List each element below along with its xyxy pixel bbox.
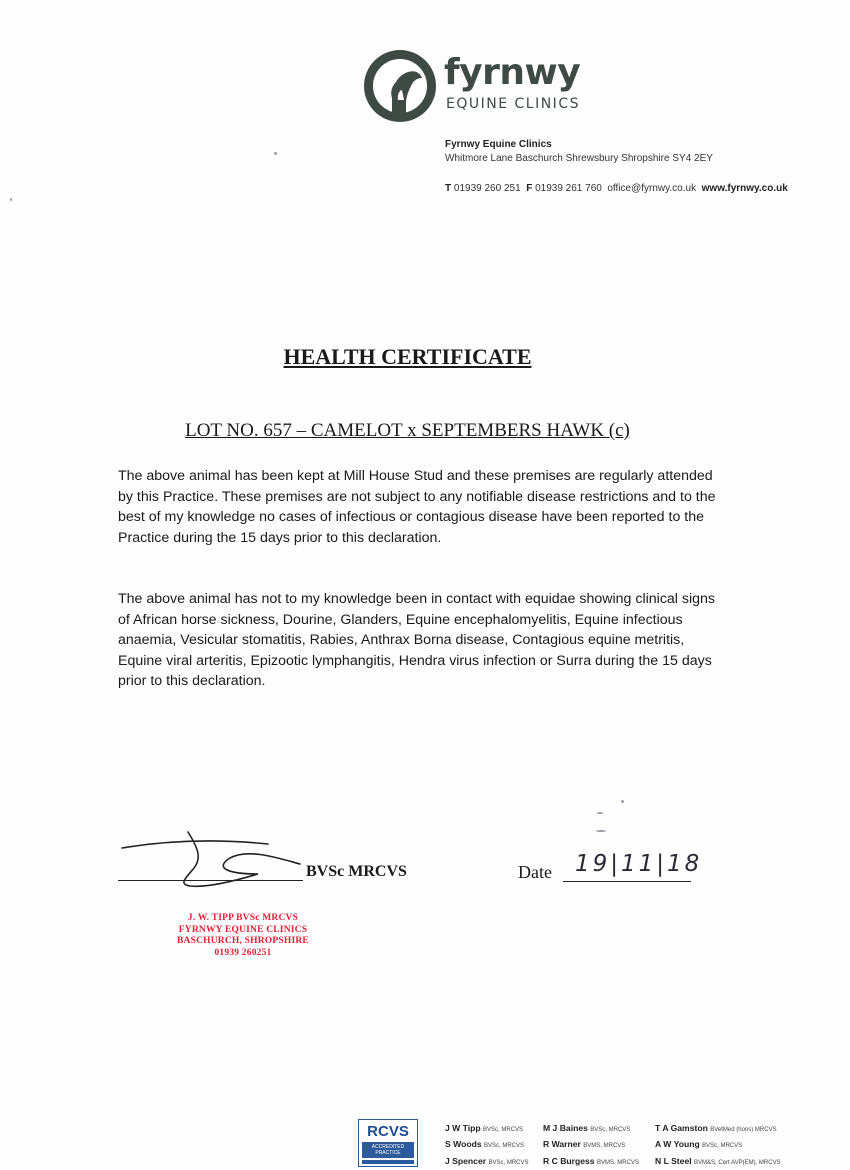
organization-address: Whitmore Lane Baschurch Shrewsbury Shropshire SY4 2EY: [445, 153, 713, 164]
stamp-line-1: J. W. TIPP BVSc MRCVS: [187, 913, 299, 923]
vet-quals: BVMS, MRCVS: [596, 1159, 639, 1166]
vet-name: R Warner: [543, 1139, 581, 1150]
vet-entry: [445, 1154, 529, 1170]
tel-number: 01939 260 251: [453, 183, 521, 194]
vet-quals: BVSc, MRCVS: [702, 1143, 743, 1150]
vet-list-column-1: [445, 1121, 529, 1170]
declaration-paragraph-1: The above animal has been kept at Mill House Stud and these premises are regularly attended by this Practice. These premises are not subject to any notifiable disease restrictions and to the best of my knowledge no cases of infectious or contagious disease have been reported to the Practice during the 15 days prior to this declaration.: [118, 468, 716, 546]
stamp-line-4: 01939 260251: [214, 947, 272, 958]
fax-number: 01939 261 760: [535, 183, 602, 194]
vet-name: J W Tipp: [445, 1123, 481, 1133]
vet-quals: BVSc, MRCVS: [590, 1127, 631, 1133]
horse-head-logo-icon: [362, 48, 438, 124]
vet-entry: [655, 1137, 781, 1153]
date-line: [563, 881, 691, 882]
vet-quals: BVSc, MRCVS: [484, 1143, 525, 1150]
vet-quals: BVSc, MRCVS: [483, 1127, 524, 1133]
vet-name: M J Baines: [543, 1123, 588, 1133]
vet-list-column-3: [655, 1121, 781, 1170]
vet-entry: [655, 1121, 781, 1137]
brand-subtitle: EQUINE CLINICS: [446, 96, 580, 112]
vet-entry: [655, 1154, 781, 1170]
organization-name: Fyrnwy Equine Clinics: [445, 139, 552, 150]
vet-name: A W Young: [655, 1139, 700, 1150]
vet-quals: BVSc, MRCVS: [488, 1159, 529, 1166]
handwritten-signature: [118, 828, 318, 890]
vet-entry: [543, 1154, 639, 1170]
rcvs-accredited-badge: [358, 1119, 418, 1167]
website: www.fyrnwy.co.uk: [701, 183, 788, 194]
vet-quals: BVetMed (hons) MRCVS: [710, 1127, 777, 1133]
practice-stamp: [158, 913, 328, 959]
handwritten-date: 19|11|18: [575, 851, 703, 877]
vet-list-column-2: [543, 1121, 639, 1170]
vet-name: R C Burgess: [543, 1155, 595, 1166]
rcvs-badge-subtitle: ACCREDITED PRACTICE: [362, 1142, 414, 1158]
vet-quals: BVM&S, Cert AVP(EM), MRCVS: [694, 1159, 781, 1166]
declaration-paragraph-2: The above animal has not to my knowledge been in contact with equidae showing clinical signs of African horse sickness, Dourine, Glanders, Equine encephalomyelitis, Equine infectious anaemia, Vesicular stomatitis, Rabies, Anthrax Borna disease, Contagious equine metritis, Equine viral arteritis, Epizootic lymphangitis, Hendra virus infection or Surra during the 15 days prior to this declaration.: [118, 591, 716, 690]
stamp-line-3: BASCHURCH, SHROPSHIRE: [177, 936, 309, 947]
scan-speck: [274, 152, 277, 155]
vet-name: T A Gamston: [655, 1123, 708, 1133]
vet-entry: [543, 1137, 639, 1153]
lot-heading: LOT NO. 657 – CAMELOT x SEPTEMBERS HAWK (c): [185, 420, 630, 441]
contact-line: [445, 183, 788, 194]
scan-speck: [621, 800, 624, 803]
scan-speck: [10, 198, 12, 201]
rcvs-badge-strip: [362, 1160, 414, 1164]
vet-entry: [445, 1121, 529, 1137]
vet-name: S Woods: [445, 1139, 482, 1150]
vet-entry: [543, 1121, 639, 1137]
fax-label: F: [526, 183, 533, 194]
stamp-line-2: FYRNWY EQUINE CLINICS: [178, 924, 308, 935]
email-address: office@fyrnwy.co.uk: [607, 183, 697, 194]
vet-quals: BVMS, MRCVS: [583, 1143, 626, 1150]
brand-name: fyrnwy: [444, 52, 581, 93]
scan-speck: [597, 812, 603, 814]
vet-name: N L Steel: [655, 1155, 692, 1166]
tel-label: T: [445, 183, 452, 194]
date-label: Date: [518, 862, 552, 882]
certificate-title: HEALTH CERTIFICATE: [283, 344, 532, 369]
rcvs-badge-title: RCVS: [367, 1123, 409, 1140]
scan-speck: [596, 830, 606, 832]
signatory-qualifications: BVSc MRCVS: [306, 863, 407, 880]
vet-entry: [445, 1137, 529, 1153]
vet-name: J Spencer: [445, 1155, 487, 1166]
